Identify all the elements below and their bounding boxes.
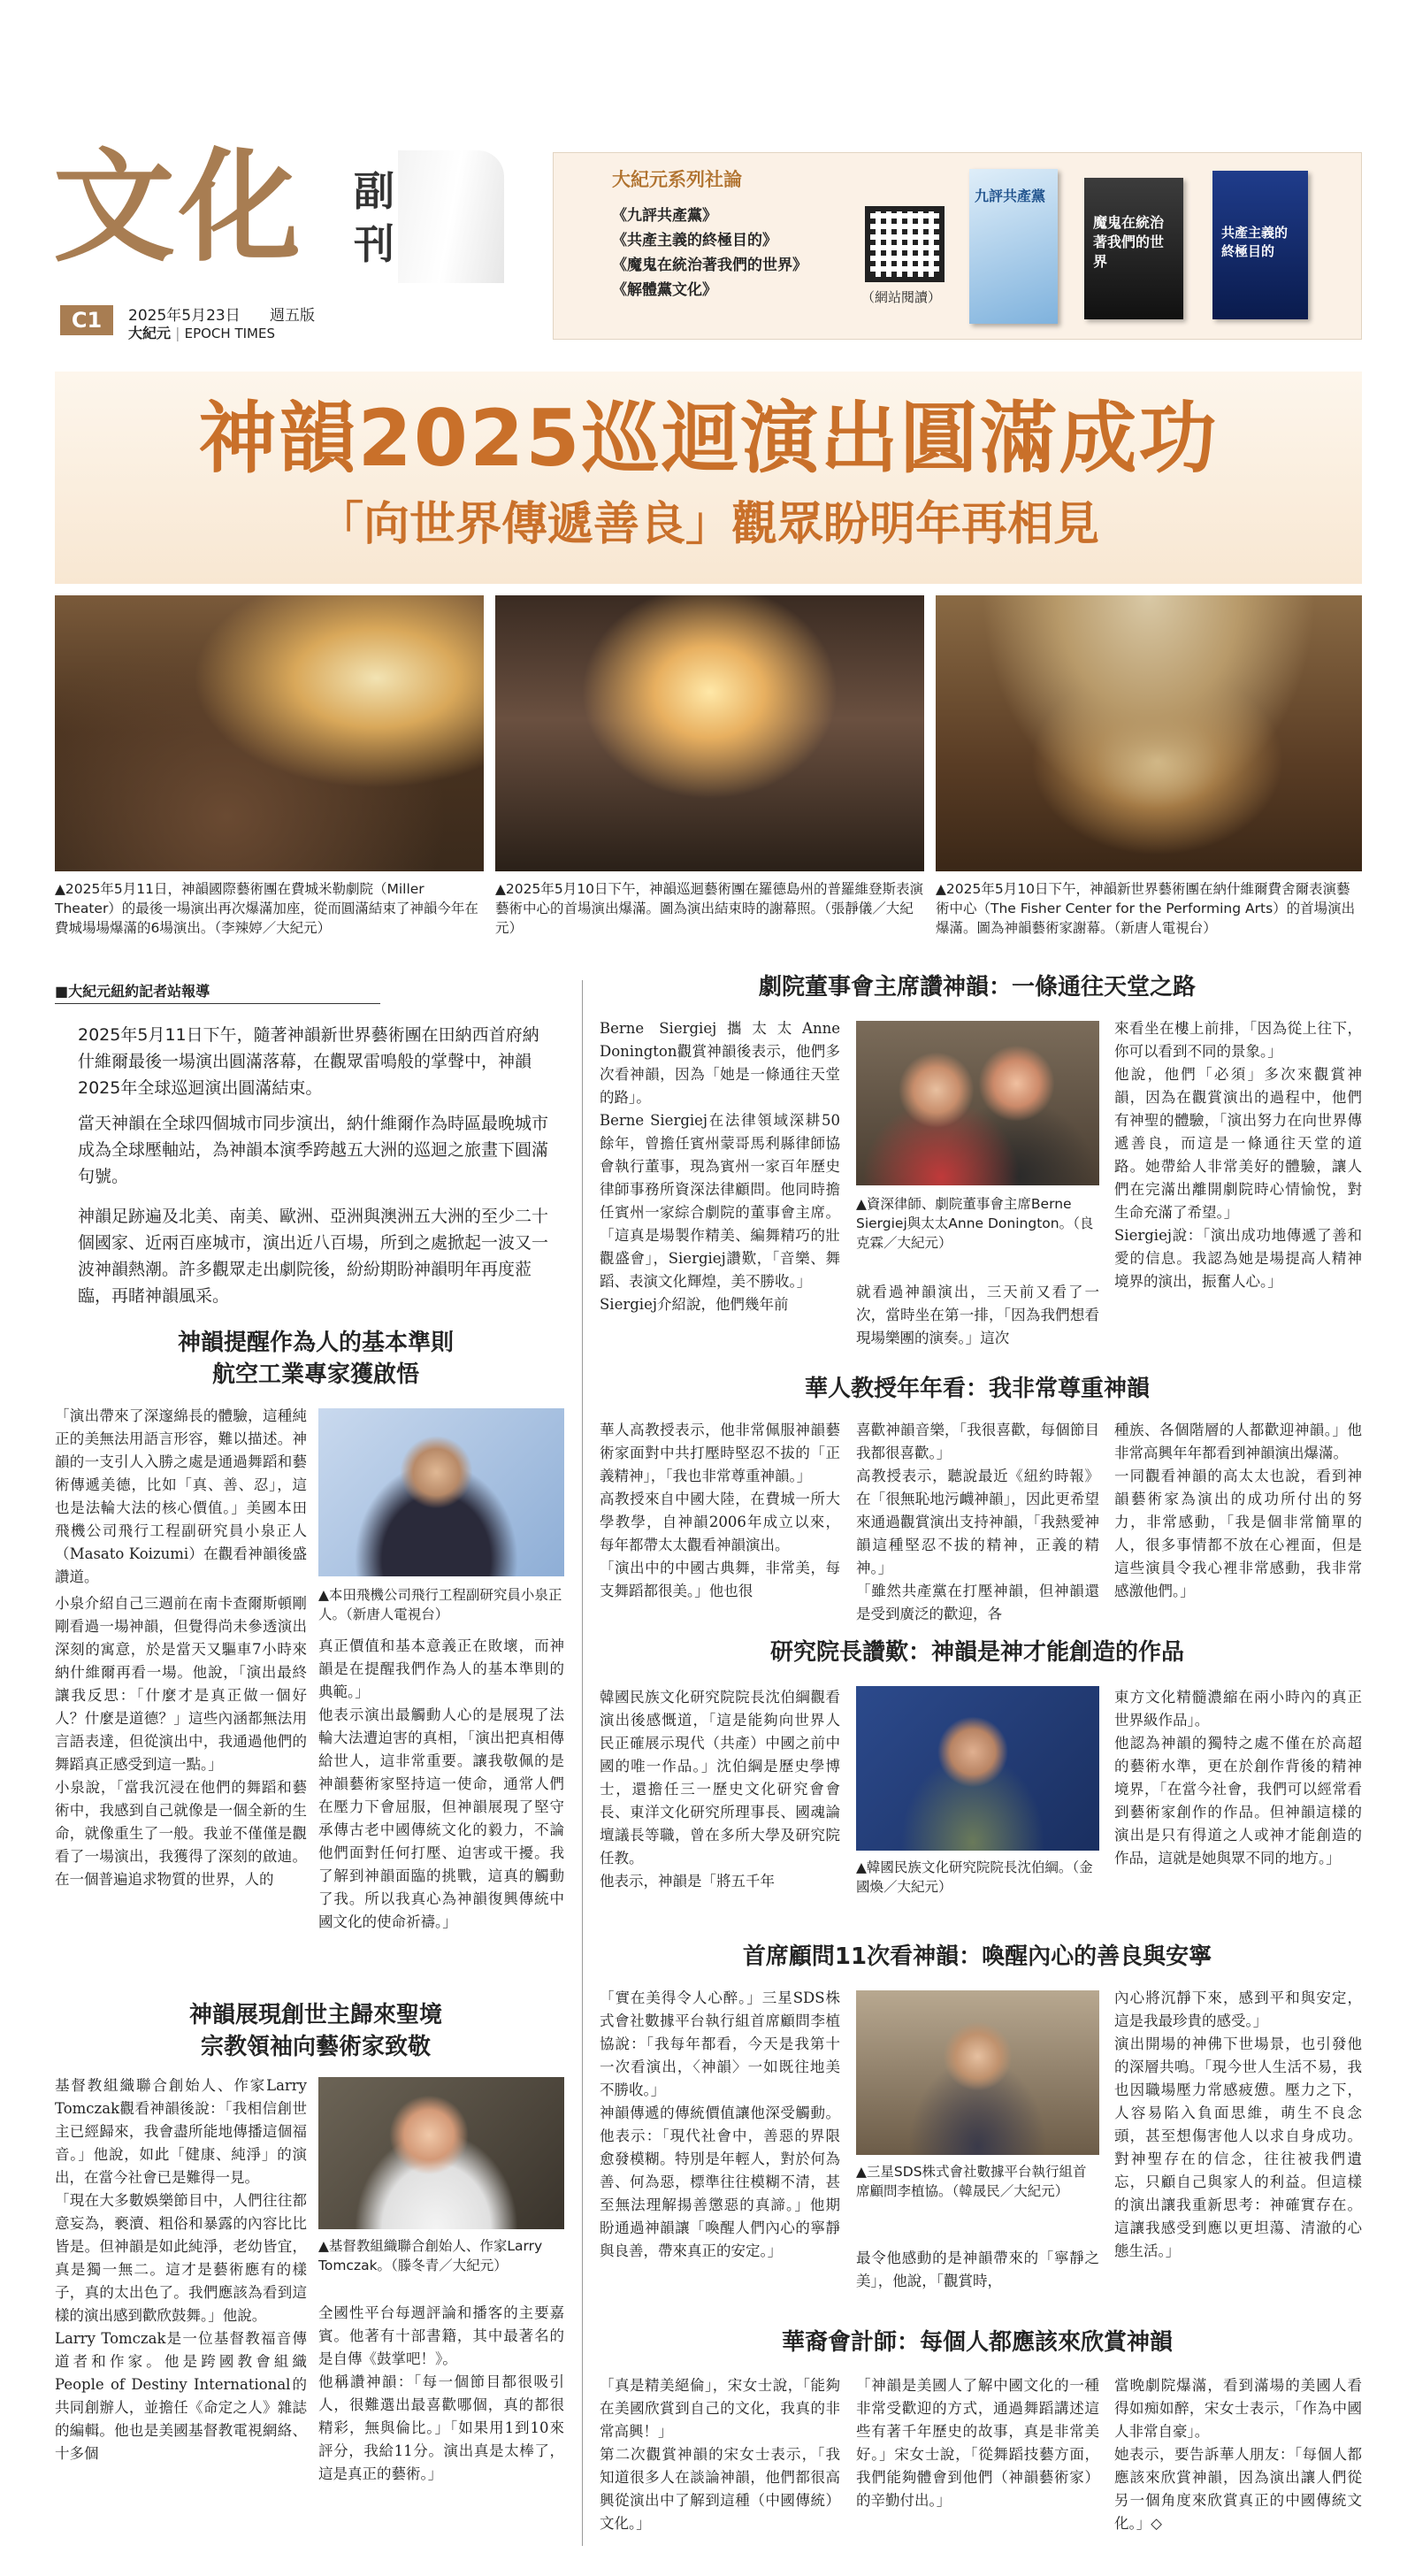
article-text: 喜歡神韻音樂，「我很喜歡，每個節目我都很喜歡。」 高教授表示，聽說最近《紐約時報》在「很無恥地污衊神韻」，因此更希望來通過觀賞演出支持神韻，「我熱愛神韻這種堅忍不拔的精神，正義的精神。」 「雖然共產黨在打壓神韻，但神韻還是受到廣泛的歡迎，各	[856, 1422, 1099, 1622]
lede-paragraph-1: 2025年5月11日下午，隨著神韻新世界藝術團在田納西首府納什維爾最後一場演出圓滿落幕，在觀眾雷鳴般的掌聲中，神韻2025年全球巡迴演出圓滿結束。	[78, 1025, 539, 1098]
book-title: 魔鬼在統治著我們的世界	[1093, 214, 1165, 270]
page-curl	[398, 150, 504, 283]
byline-rule	[55, 1003, 380, 1004]
article-text: 「演出帶來了深邃綿長的體驗，這種純正的美無法用語言形容，難以描述。神韻的一支引人入勝之處是通過舞蹈和藝術傳遞美德，比如「真、善、忍」，這也是法輪大法的核心價值。」美國本田飛機公司飛行工程副研究員小泉正人（Masato Koizumi）在觀看神韻後盛讚道。	[55, 1407, 307, 1585]
article-text: 基督教組織聯合創始人、作家Larry Tomczak觀看神韻後說：「我相信創世主已經歸來，我會盡所能地傳播這個福音。」他說，如此「健康、純淨」的演出，在當今社會已是難得一見。 「現在大多數娛樂節目中，人們往往都意妄為，褻瀆、粗俗和暴露的內容比比皆是。但神韻是如此純淨，老幼皆宜，真是獨一無二。這才是藝術應有的樣子，真的太出色了。我們應該為看到這樣的演出感到歡欣鼓舞。」他說。 Larry Tomczak是一位基督教福音傳道者和作家。他是跨國教會組織People of Destiny International的共同創辦人，並擔任《命定之人》雜誌的編輯。他也是美國基督教電視網絡、十多個	[55, 2077, 307, 2462]
ad-item-4[interactable]: 《解體黨文化》	[612, 281, 717, 299]
photo-caption: ▲三星SDS株式會社數據平台執行組首席顧問李植協。（韓晟民／大紀元）	[856, 2164, 1087, 2199]
photo-koizumi	[318, 1408, 564, 1576]
article-text: 來看坐在樓上前排，「因為從上往下，你可以看到不同的景象。」 他說，他們「必須」多次來觀賞神韻，因為在觀賞演出的過程中，他們有神聖的體驗，「演出努力在向世界傳遞善良，而這是一條通往天堂的道路。她帶給人非常美好的體驗，讓人們在完滿出離開劇院時心情愉悅，對生命充滿了希望。」 Siergiej說：「演出成功地傳遞了善和愛的信息。我認為她是場提高人精神境界的演出，振奮人心。」	[1114, 1020, 1362, 1290]
article-text: 「真是精美絕倫」，宋女士說，「能夠在美國欣賞到自己的文化，我真的非常高興！」 第二次觀賞神韻的宋女士表示，「我知道很多人在談論神韻，他們都很高興從演出中了解到這種（中國傳統）文化。」	[600, 2377, 840, 2532]
byline: ■大紀元紐約記者站報導	[55, 983, 210, 1000]
ad-item-2[interactable]: 《共產主義的終極目的》	[612, 232, 777, 249]
top-photo-1	[55, 595, 484, 871]
article-text: 種族、各個階層的人都歡迎神韻。」他非常高興年年都看到神韻演出爆滿。 一同觀看神韻的高太太也說，看到神韻藝術家為演出的成功所付出的努力，非常感動，「我是個非常簡單的人，很多事情都不放在心裡面，但是這些演員令我心裡非常感動，我非常感激他們。」	[1114, 1422, 1362, 1599]
issue-date: 2025年5月23日	[128, 307, 241, 325]
top-photo-caption-2: ▲2025年5月10日下午，神韻巡迴藝術團在羅德島州的普羅維登斯表演藝術中心的首場演出爆滿。圖為演出結束時的謝幕照。（張靜儀／大紀元）	[495, 881, 923, 936]
section-heading-line1: 神韻提醒作為人的基本準則	[177, 1330, 454, 1356]
top-photo-2	[495, 595, 924, 871]
top-photo-caption-1: ▲2025年5月11日，神韻國際藝術團在費城米勒劇院（Miller Theater）的最後一場演出再次爆滿加座，從而圓滿結束了神韻今年在費城場場爆滿的6場演出。（李辣婷／大紀元）	[55, 881, 478, 936]
paper-logo: 大紀元 | EPOCH TIMES	[128, 325, 275, 341]
article-text: 「實在美得令人心醉。」三星SDS株式會社數據平台執行組首席顧問李植協說：「我每年都看，今天是我第十一次看演出，〈神韻〉一如既往地美不勝收。」 神韻傳遞的傳統價值讓他深受觸動。他表示：「現代社會中，善惡的界限愈發模糊。特別是年輕人，對於何為善、何為惡，標準往往模糊不清，甚至無法理解揚善懲惡的真諦。」他期盼通過神韻讓「喚醒人們內心的寧靜與良善，帶來真正的安定。」	[600, 1990, 840, 2259]
section-heading	[55, 1327, 577, 1391]
vertical-rule	[582, 980, 583, 2546]
book-cover-3[interactable]	[1212, 171, 1308, 319]
book-title: 九評共產黨	[975, 188, 1046, 204]
section-title: 華裔會計師：每個人都應該來欣賞神韻	[781, 2329, 1173, 2356]
section-title: 劇院董事會主席讚神韻：一條通往天堂之路	[758, 974, 1196, 1000]
article-text: 最令他感動的是神韻帶來的「寧靜之美」，他說，「觀賞時，	[856, 2250, 1099, 2289]
section-heading	[55, 1999, 577, 2063]
section-heading-line1: 神韻展現創世主歸來聖境	[188, 2002, 442, 2028]
article-text: 「神韻是美國人了解中國文化的一種非常受歡迎的方式，通過舞蹈講述這些有著千年歷史的故事，真是非常美好。」宋女士說，「從舞蹈技藝方面，我們能夠體會到他們（神韻藝術家）的辛勤付出。」	[856, 2377, 1099, 2509]
photo-lee-sik-hyeop	[856, 1990, 1099, 2155]
qr-code-icon[interactable]	[865, 206, 945, 282]
paper-name-zh: 大紀元	[128, 325, 172, 341]
article-text: 內心將沉靜下來，感到平和與安定，這是我最珍貴的感受。」 演出開場的神佛下世場景，也引發他的深層共鳴。「現今世人生活不易，我也因職場壓力常感疲憊。壓力之下，人容易陷入負面思維，萌生不良念頭，甚至想傷害他人以求自身成功。對神聖存在的信念，往往被我們遺忘，只顧自己與家人的利益。但這樣的演出讓我重新思考：神確實存在。這讓我感受到應以更坦蕩、清澈的心態生活。」	[1114, 1990, 1362, 2259]
qr-label: （網站閱讀）	[861, 289, 942, 305]
section-heading-line2: 航空工業專家獲啟悟	[211, 1361, 419, 1388]
article-text: 小泉介紹自己三週前在南卡查爾斯頓剛剛看過一場神韻，但覺得尚未參透演出深刻的寓意，於是當天又驅車7小時來納什維爾再看一場。他說，「演出最終讓我反思：「什麼才是真正做一個好人？什麼是道德？」這些內涵都無法用言語表達，但從演出中，我通過他們的舞蹈真正感受到這一點。」 小泉說，「當我沉浸在他們的舞蹈和藝術中，我感到自己就像是一個全新的生命，就像重生了一般。我並不僅僅是觀看了一場演出，我獲得了深刻的啟迪。在一個普遍追求物質的世界，人的	[55, 1595, 307, 1888]
headline-box	[55, 372, 1362, 584]
lede-paragraph-3: 神韻足跡遍及北美、南美、歐洲、亞洲與澳洲五大洲的至少二十個國家、近兩百座城市，演出近八百場，所到之處掀起一波又一波神韻熱潮。許多觀眾走出劇院後，紛紛期盼神韻明年再度蒞臨，再睹神韻風采。	[78, 1207, 549, 1306]
article-text: 就看過神韻演出，三天前又看了一次，當時坐在第一排，「因為我們想看現場樂團的演奏。」這次	[856, 1284, 1099, 1346]
paper-name-en: EPOCH TIMES	[184, 326, 275, 341]
photo-caption: ▲韓國民族文化研究院院長沈伯綱。（金國煥／大紀元）	[856, 1859, 1093, 1895]
article-text: 東方文化精髓濃縮在兩小時內的真正世界級作品」。 他認為神韻的獨特之處不僅在於高超的藝術水準，更在於創作背後的精神境界，「在當今社會，我們可以經常看到藝術家創作的作品。但神韻這樣的演出是只有得道之人或神才能創造的作品，這就是她與眾不同的地方。」	[1114, 1689, 1362, 1867]
book-cover-2[interactable]	[1084, 178, 1183, 319]
article-text: Berne Siergiej攜太太Anne Donington觀賞神韻後表示，他們多次看神韻，因為「她是一條通往天堂的路」。 Berne Siergiej在法律領域深耕50餘年，曾擔任賓州蒙哥馬利縣律師協會執行董事，現為賓州一家百年歷史律師事務所資深法律顧問。他同時擔任賓州一家綜合劇院的董事會主席。「這真是場製作精美、編舞精巧的壯觀盛會」，Siergiej讚歎，「音樂、舞蹈、表演文化輝煌，美不勝收。」 Siergiej介紹說，他們幾年前	[600, 1020, 840, 1313]
photo-tomczak	[318, 2077, 564, 2229]
ad-item-3[interactable]: 《魔鬼在統治著我們的世界》	[612, 257, 807, 274]
top-photo-caption-3: ▲2025年5月10日下午，神韻新世界藝術團在納什維爾費舍爾表演藝術中心（The Fisher Center for the Performing Arts）的首場演出爆滿。圖為神韻藝術家謝幕。（新唐人電視台）	[936, 881, 1356, 936]
sub-headline: 「向世界傳遞善良」觀眾盼明年再相見	[317, 498, 1099, 551]
ad-banner[interactable]	[553, 152, 1362, 340]
photo-siergiej	[856, 1021, 1099, 1185]
photo-shen-bogang	[856, 1686, 1099, 1851]
ad-item-1[interactable]: 《九評共產黨》	[612, 207, 717, 225]
section-heading-line2: 宗教領袖向藝術家致敬	[200, 2034, 431, 2060]
lede-paragraph-2: 當天神韻在全球四個城市同步演出，納什維爾作為時區最晚城市成為全球壓軸站，為神韻本演季跨越五大洲的巡迴之旅畫下圓滿句號。	[78, 1114, 549, 1186]
photo-caption: ▲基督教組織聯合創始人、作家Larry Tomczak。（滕冬青／大紀元）	[318, 2238, 543, 2273]
ad-title: 大紀元系列社論	[612, 169, 742, 190]
section-title: 研究院長讚歎：神韻是神才能創造的作品	[769, 1639, 1184, 1666]
book-title: 共產主義的終極目的	[1221, 225, 1289, 259]
article-text: 韓國民族文化研究院院長沈伯綱觀看演出後感慨道，「這是能夠向世界人民正確展示現代（共產）中國之前中國的唯一作品。」沈伯綱是歷史學博士，還擔任三一歷史文化研究會會長、東洋文化研究所理事長、國魂論壇議長等職，曾在多所大學及研究院任教。 他表示，神韻是「將五千年	[600, 1689, 840, 1890]
article-text: 真正價值和基本意義正在敗壞，而神韻是在提醒我們作為人的基本準則的典範。」 他表示演出最觸動人心的是展現了法輪大法遭迫害的真相，「演出把真相傳給世人，這非常重要。讓我敬佩的是神韻藝術家堅持這一使命，通常人們在壓力下會屈服，但神韻展現了堅守承傳古老中國傳統文化的毅力，不論他們面對任何打壓、迫害或干擾。我了解到神韻面臨的挑戰，這真的觸動了我。所以我真心為神韻復興傳統中國文化的使命祈禱。」	[318, 1637, 564, 1930]
article-text: 華人高教授表示，他非常佩服神韻藝術家面對中共打壓時堅忍不拔的「正義精神」，「我也非常尊重神韻。」 高教授來自中國大陸，在費城一所大學教學，自神韻2006年成立以來，每年都帶太太觀看神韻演出。 「演出中的中國古典舞，非常美，每支舞蹈都很美。」他也很	[600, 1422, 840, 1599]
section-title: 首席顧問11次看神韻：喚醒內心的善良與安寧	[742, 1944, 1212, 1970]
masthead-fu: 副	[354, 167, 394, 215]
issue-weekday: 週五版	[270, 307, 315, 325]
article-text: 當晚劇院爆滿，看到滿場的美國人看得如痴如醉，宋女士表示，「作為中國人非常自豪」。 她表示，要告訴華人朋友：「每個人都應該來欣賞神韻，因為演出讓人們從另一個角度來欣賞真正的中國傳統文化。」◇	[1114, 2377, 1362, 2532]
top-photo-3	[936, 595, 1362, 871]
photo-caption: ▲資深律師、劇院董事會主席Berne Siergiej與太太Anne Donington。（良克霖／大紀元）	[856, 1196, 1094, 1251]
masthead	[0, 136, 1415, 345]
book-cover-1[interactable]	[969, 169, 1058, 324]
main-headline: 神韻2025巡迴演出圓滿成功	[198, 393, 1219, 484]
masthead-title: 文化	[53, 136, 305, 279]
masthead-kan: 刊	[354, 220, 394, 268]
page-number: C1	[60, 305, 113, 335]
article-text: 全國性平台每週評論和播客的主要嘉賓。他著有十部書籍，其中最著名的是自傳《鼓掌吧！》。 他稱讚神韻：「每一個節目都很吸引人，很難選出最喜歡哪個，真的都很精彩，無與倫比。」「如果用1到10來評分，我給11分。演出真是太棒了，這是真正的藝術。」	[318, 2304, 564, 2482]
section-title: 華人教授年年看：我非常尊重神韻	[804, 1376, 1150, 1402]
photo-caption: ▲本田飛機公司飛行工程副研究員小泉正人。（新唐人電視台）	[318, 1587, 562, 1622]
